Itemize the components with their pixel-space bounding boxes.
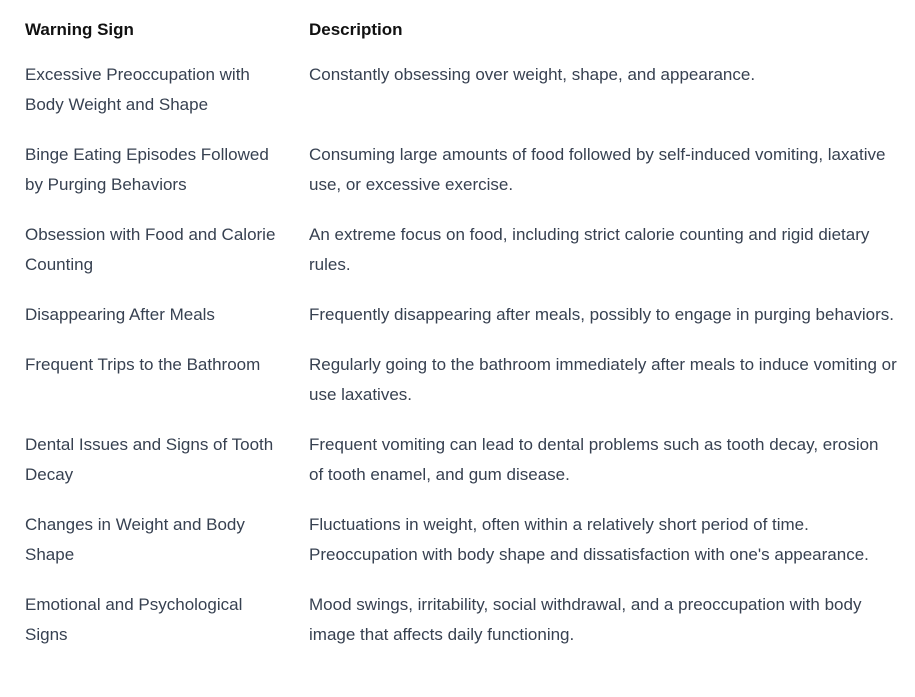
description-cell: Frequent vomiting can lead to dental problems such as tooth decay, erosion of tooth enamel, and gum disease. xyxy=(309,435,879,484)
warning-sign-cell: Dental Issues and Signs of Tooth Decay xyxy=(25,435,274,484)
column-header-warning-sign: Warning Sign xyxy=(25,20,134,39)
table-row xyxy=(0,340,915,420)
table-row xyxy=(0,210,915,290)
description-cell: Constantly obsessing over weight, shape, and appearance. xyxy=(309,65,756,84)
description-cell: Frequently disappearing after meals, possibly to engage in purging behaviors. xyxy=(309,305,894,324)
table-row xyxy=(0,500,915,580)
warning-sign-cell: Excessive Preoccupation with Body Weight and Shape xyxy=(25,65,250,114)
description-cell: Mood swings, irritability, social withdrawal, and a preoccupation with body image that affects daily functioning. xyxy=(309,595,862,644)
table-header xyxy=(0,0,915,50)
description-cell: Consuming large amounts of food followed by self-induced vomiting, laxative use, or excessive exercise. xyxy=(309,145,886,194)
warning-sign-cell: Changes in Weight and Body Shape xyxy=(25,515,245,564)
warning-sign-cell: Emotional and Psychological Signs xyxy=(25,595,243,644)
table-row xyxy=(0,290,915,340)
column-header-description: Description xyxy=(309,20,403,39)
table-row xyxy=(0,580,915,660)
table-row xyxy=(0,420,915,500)
table-row xyxy=(0,130,915,210)
description-cell: Regularly going to the bathroom immediately after meals to induce vomiting or use laxatives. xyxy=(309,355,897,404)
warning-sign-cell: Frequent Trips to the Bathroom xyxy=(25,355,261,374)
warning-sign-cell: Binge Eating Episodes Followed by Purging Behaviors xyxy=(25,145,269,194)
table-header-row xyxy=(0,0,915,50)
table-row xyxy=(0,50,915,130)
warning-sign-cell: Disappearing After Meals xyxy=(25,305,215,324)
table-body xyxy=(0,50,915,660)
description-cell: An extreme focus on food, including strict calorie counting and rigid dietary rules. xyxy=(309,225,870,274)
warning-sign-cell: Obsession with Food and Calorie Counting xyxy=(25,225,276,274)
description-cell: Fluctuations in weight, often within a relatively short period of time. Preoccupation with body shape and dissatisfaction with one's appearance. xyxy=(309,515,869,564)
